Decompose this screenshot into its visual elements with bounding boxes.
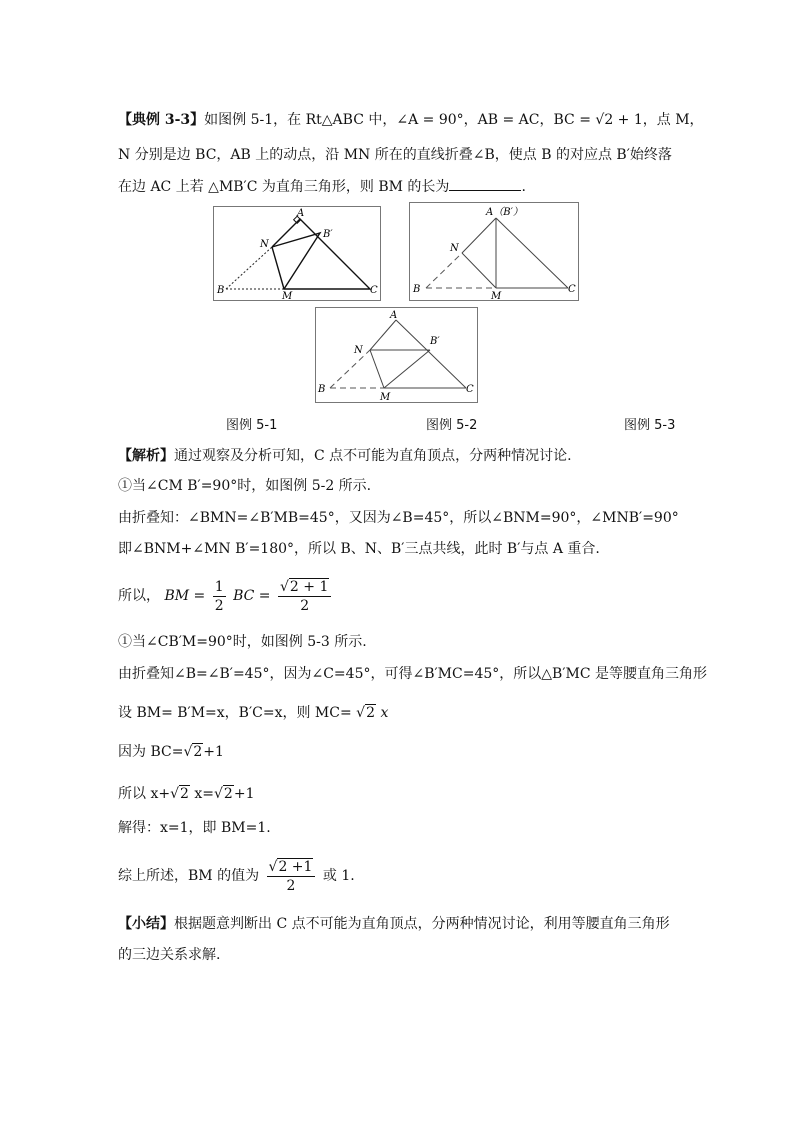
summary-line-2: 的三边关系求解. xyxy=(118,947,221,963)
case1-title: ①当∠CM B′=90°时，如图例 5-2 所示. xyxy=(118,478,372,494)
solution-tag: 【解析】 xyxy=(118,448,174,464)
problem-text-3: 在边 AC 上若 △MB′C 为直角三角形，则 BM 的长为 xyxy=(118,179,450,195)
case1-line-1: 由折叠知：∠BMN=∠B′MB=45°，又因为∠B=45°，所以∠BNM=90°，∠MNB′=90° xyxy=(118,510,679,526)
figure-5-2-drawing xyxy=(410,203,578,300)
answer-blank xyxy=(449,176,521,191)
summary-tag: 【小结】 xyxy=(118,916,174,932)
fig2-label-B: B xyxy=(413,284,421,295)
summary-text-1: 根据题意判断出 C 点不可能为直角顶点，分两种情况讨论，利用等腰直角三角形 xyxy=(174,916,670,932)
caption-5-3: 图例 5-3 xyxy=(624,418,676,433)
figure-5-1 xyxy=(213,206,381,301)
problem-tag: 【典例 3-3】 xyxy=(118,112,205,128)
fig1-label-Bp: B′ xyxy=(323,229,333,240)
case2-l2-rad: 2 xyxy=(366,705,376,721)
case2-l4-mid: x= xyxy=(189,786,214,802)
fig3-label-N: N xyxy=(354,345,363,356)
fraction-half xyxy=(213,578,226,615)
conclusion-fraction xyxy=(267,858,316,895)
conclusion-end: 或 1. xyxy=(322,868,355,884)
figure-5-2 xyxy=(409,202,579,301)
fig2-label-M: M xyxy=(491,291,502,300)
problem-line-1 xyxy=(118,110,704,130)
fig1-label-M: M xyxy=(282,291,293,300)
case2-line-1: 由折叠知∠B=∠B′=45°，因为∠C=45°，可得∠B′MC=45°，所以△B′MC 是等腰直角三角形 xyxy=(118,666,707,682)
case2-l3-text: 因为 BC= xyxy=(118,744,184,760)
fig2-label-C: C xyxy=(568,284,576,295)
figure-5-3 xyxy=(315,307,478,403)
figure-5-1-drawing xyxy=(214,207,380,300)
fraction-result xyxy=(278,578,331,615)
case2-l4-text: 所以 x+ xyxy=(118,786,171,802)
fig1-label-A: A xyxy=(297,208,305,219)
result-den: 2 xyxy=(300,597,310,614)
problem-end: . xyxy=(521,179,526,195)
summary-line-1 xyxy=(118,914,670,934)
fig3-label-A: A xyxy=(390,310,398,321)
case2-l2-end: x xyxy=(376,705,389,721)
fig2-label-A: A（B′） xyxy=(486,207,523,218)
fig3-label-C: C xyxy=(466,384,474,395)
conclusion-num-text: 2 +1 xyxy=(278,858,313,875)
problem-text-2: N 分别是边 BC，AB 上的动点，沿 MN 所在的直线折叠∠B，使点 B 的对应点 B′始终落 xyxy=(118,147,672,163)
solution-intro-text: 通过观察及分析可知，C 点不可能为直角顶点，分两种情况讨论. xyxy=(174,448,572,464)
case2-l4-end: +1 xyxy=(233,786,255,802)
case1-result-bm: BM = xyxy=(164,588,206,604)
case2-line-3: 因为 BC=√2+1 xyxy=(118,744,224,760)
fig3-label-B: B xyxy=(318,384,326,395)
fig1-label-B: B xyxy=(217,285,225,296)
case2-line-5: 解得：x=1，即 BM=1. xyxy=(118,820,271,836)
result-num: √2 + 1 xyxy=(278,578,331,597)
fig2-label-N: N xyxy=(450,243,459,254)
case2-l4-rad: 2 xyxy=(180,786,189,802)
caption-5-2: 图例 5-2 xyxy=(426,418,478,433)
case1-result xyxy=(118,576,334,616)
conclusion-prefix: 综上所述，BM 的值为 xyxy=(118,868,260,884)
conclusion-num: √2 +1 xyxy=(267,858,316,877)
solution-intro xyxy=(118,446,572,466)
case2-title: ①当∠CB′M=90°时，如图例 5-3 所示. xyxy=(118,634,367,650)
case2-l3-end: +1 xyxy=(203,744,224,760)
fig1-label-N: N xyxy=(260,239,269,250)
fig3-label-Bp: B′ xyxy=(430,336,440,347)
half-num: 1 xyxy=(214,578,224,595)
problem-line-3 xyxy=(118,176,526,197)
case2-l3-rad: 2 xyxy=(193,744,203,760)
case2-l4-rad2: 2 xyxy=(223,786,233,802)
case2-line-2: 设 BM= B′M=x，B′C=x，则 MC= √2 x xyxy=(118,705,389,721)
case1-line-2: 即∠BNM+∠MN B′=180°，所以 B、N、B′三点共线，此时 B′与点 A 重合. xyxy=(118,541,600,557)
conclusion xyxy=(118,856,355,896)
conclusion-den: 2 xyxy=(286,877,296,894)
fig1-label-C: C xyxy=(370,285,378,296)
case2-line-4: 所以 x+√2 x=√2+1 xyxy=(118,786,255,802)
caption-5-1: 图例 5-1 xyxy=(226,418,278,433)
half-den: 2 xyxy=(214,597,224,614)
fig3-label-M: M xyxy=(380,392,391,402)
problem-line-2 xyxy=(118,145,672,165)
problem-text-1: 如图例 5-1，在 Rt△ABC 中，∠A = 90°，AB = AC，BC = √2 + 1，点 M， xyxy=(204,112,704,128)
case1-result-bc: BC = xyxy=(233,588,271,604)
case1-result-prefix: 所以， xyxy=(118,588,160,604)
figure-5-3-drawing xyxy=(316,308,477,402)
case2-l2-text: 设 BM= B′M=x，B′C=x，则 MC= xyxy=(118,705,352,721)
result-num-text: 2 + 1 xyxy=(289,578,329,595)
